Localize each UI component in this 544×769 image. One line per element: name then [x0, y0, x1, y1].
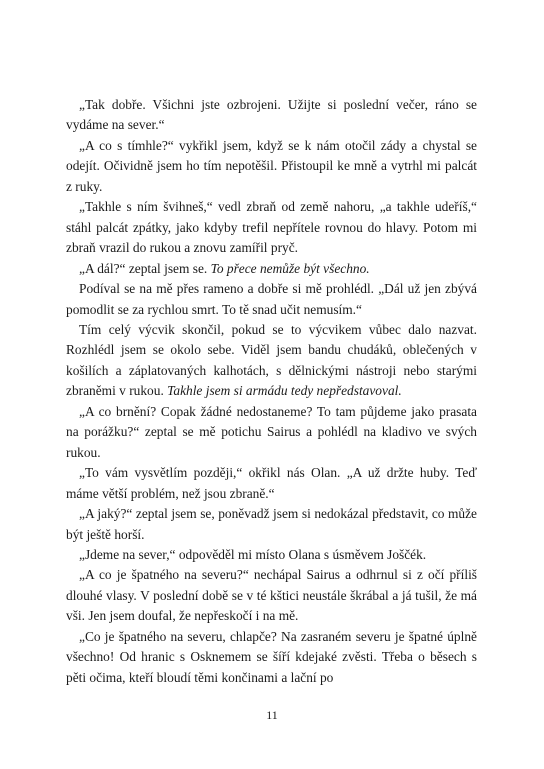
text-run: „Co je špatného na severu, chlapče? Na zasraném severu je špatné úplně všechno! Od hranic s Osknemem se šíří kdejaké zvěsti. Třeba o běsech s pěti očima, kteří bloudí těmi končinami a lační po [66, 628, 477, 685]
text-run: „Jdeme na sever,“ odpověděl mi místo Olana s úsměvem Joščék. [79, 546, 427, 562]
paragraph [66, 259, 477, 279]
text-run: „Takhle s ním švihneš,“ vedl zbraň od země nahoru, „a takhle udeříš,“ stáhl palcát zpátky, jako kdyby trefil nepřítele rovnou do hlavy. Potom mi zbraň vrazil do rukou a znovu zamířil pryč. [66, 199, 477, 256]
text-run: „A jaký?“ zeptal jsem se, poněvadž jsem si nedokázal představit, co může být ještě horší. [66, 506, 477, 542]
page-number: 11 [266, 708, 278, 722]
paragraph [66, 627, 477, 688]
text-run: „A co s tímhle?“ vykřikl jsem, když se k nám otočil zády a chystal se odejít. Očividně jsem ho tím nepotěšil. Přistoupil ke mně a vytrhl mi palcát z ruky. [66, 137, 477, 194]
paragraph [66, 504, 477, 545]
paragraph [66, 95, 477, 136]
italic-text-run: Takhle jsem si armádu tedy nepředstavoval. [167, 383, 402, 399]
body-text [66, 95, 477, 688]
text-run: „To vám vysvětlím později,“ okřikl nás Olan. „A už držte huby. Teď máme větší problém, než jsou zbraně.“ [66, 465, 477, 501]
text-run: „A dál?“ zeptal jsem se. [79, 260, 211, 276]
text-run: „A co je špatného na severu?“ nechápal Sairus a odhrnul si z očí příliš dlouhé vlasy. V poslední době se v té kštici neustále škrábal a já tušil, že má vši. Jen jsem doufal, že nepřeskočí i na mě. [66, 567, 477, 624]
text-run: „A co brnění? Copak žádné nedostaneme? To tam půjdeme jako prasata na porážku?“ zeptal se mě potichu Sairus a pohlédl na kladivo ve svých rukou. [66, 403, 477, 460]
paragraph [66, 320, 477, 402]
text-run: „Tak dobře. Všichni jste ozbrojeni. Užijte si poslední večer, ráno se vydáme na sever.“ [66, 97, 477, 133]
paragraph [66, 565, 477, 626]
paragraph [66, 279, 477, 320]
paragraph [66, 136, 477, 197]
paragraph [66, 402, 477, 463]
paragraph [66, 545, 477, 565]
text-run: Podíval se na mě přes rameno a dobře si mě prohlédl. „Dál už jen zbývá pomodlit se za rychlou smrt. To tě snad učit nemusím.“ [66, 281, 477, 317]
italic-text-run: To přece nemůže být všechno. [210, 260, 370, 276]
text-run: Tím celý výcvik skončil, pokud se to výcvikem vůbec dalo nazvat. Rozhlédl jsem se okolo sebe. Viděl jsem bandu chudáků, oblečených v košilích a záplatovaných kalhotách, s dělnickými nástroji nebo starými zbraněmi v rukou. [66, 321, 477, 399]
paragraph [66, 463, 477, 504]
paragraph [66, 197, 477, 258]
